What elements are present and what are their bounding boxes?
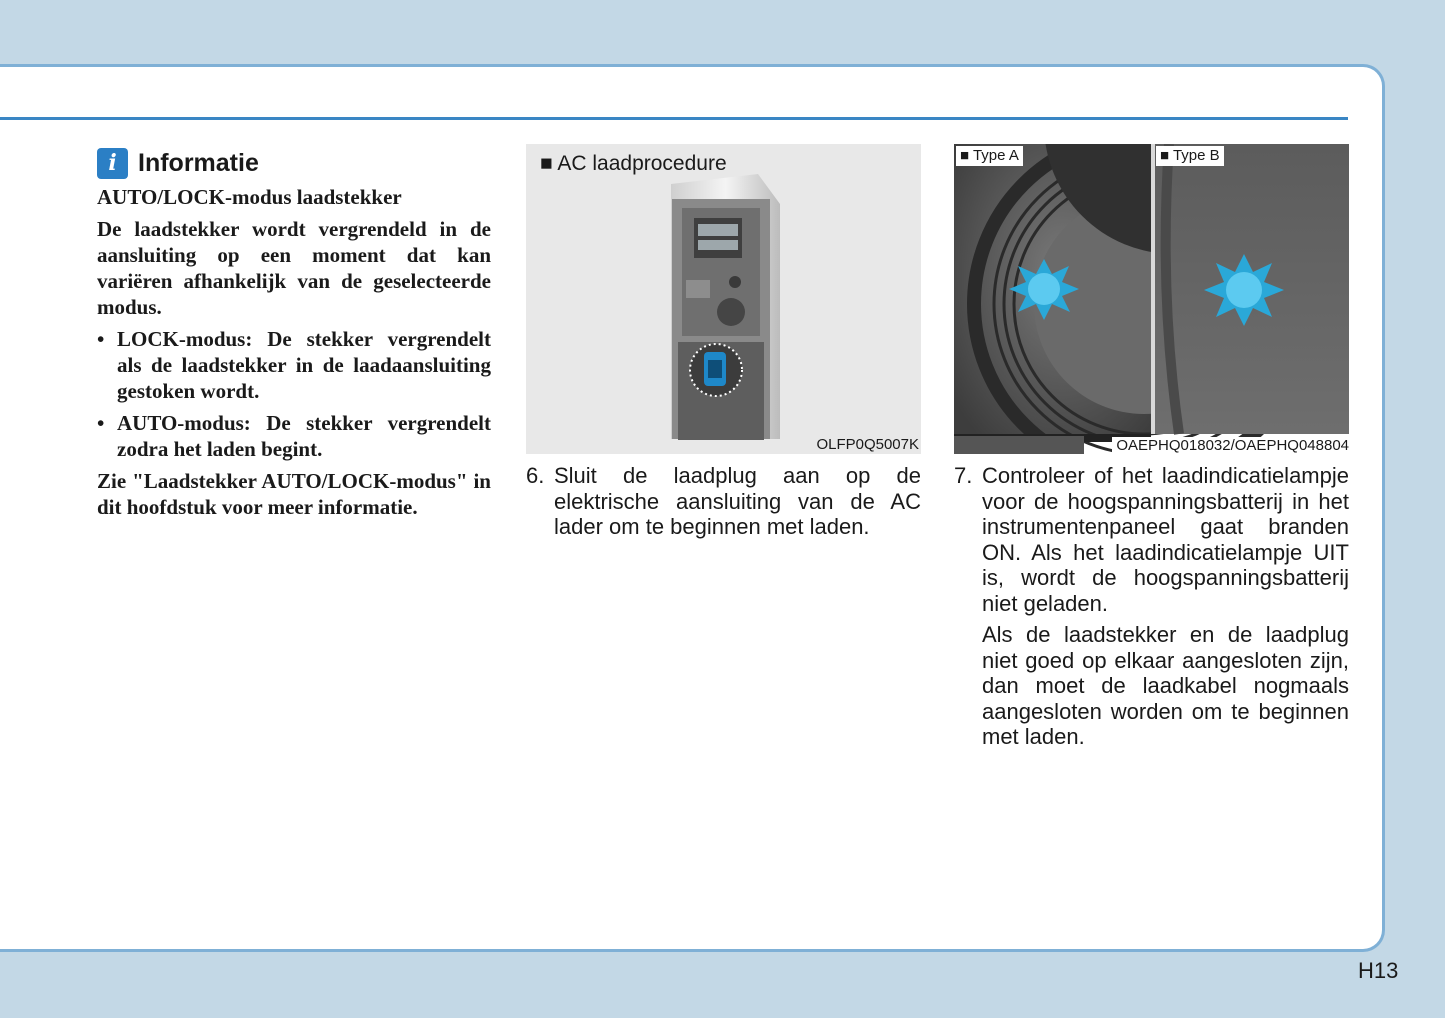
list-item <box>97 326 491 404</box>
ac-charger-illustration <box>526 144 921 454</box>
step-6 <box>526 463 921 546</box>
step-number: 7. <box>954 463 973 488</box>
info-title: Informatie <box>138 149 259 177</box>
info-section <box>97 146 491 526</box>
figure-code: OAEPHQ018032/OAEPHQ048804 <box>1112 437 1349 454</box>
step-7 <box>954 463 1349 756</box>
step-number: 6. <box>526 463 545 488</box>
step-text: Sluit de laadplug aan op de elektrische aansluiting van de AC lader om te beginnen met laden. <box>554 463 921 539</box>
info-intro: De laadstekker wordt vergrendeld in de aansluiting op een moment dat kan variëren afhankelijk van de geselecteerde modus. <box>97 217 491 319</box>
info-icon: i <box>97 148 128 179</box>
figure-code: OLFP0Q5007K <box>816 436 919 453</box>
bullet-text: LOCK-modus: De stekker vergrendelt als de laadstekker in de laadaansluiting gestoken wordt. <box>117 327 491 403</box>
indicator-figure <box>954 144 1349 454</box>
info-heading <box>97 146 491 180</box>
header-rule <box>0 117 1348 120</box>
type-b-label: ■ Type B <box>1156 146 1224 166</box>
bullet-text: AUTO-modus: De stekker vergrendelt zodra het laden begint. <box>117 411 491 461</box>
bullet-dot: • <box>97 327 105 351</box>
bullet-dot: • <box>97 411 105 435</box>
ac-charger-figure <box>526 144 921 454</box>
info-outro: Zie "Laadstekker AUTO/LOCK-modus" in dit hoofdstuk voor meer informatie. <box>97 469 491 519</box>
list-item <box>97 410 491 462</box>
step-text-note: Als de laadstekker en de laadplug niet goed op elkaar aangesloten zijn, dan moet de laadkabel nogmaals aangesloten worden om te beginnen met laden. <box>982 622 1349 749</box>
step-text: Controleer of het laadindicatielampje voor de hoogspanningsbatterij in het instrumentenpaneel gaat branden ON. Als het laadindicatielampje UIT is, wordt de hoogspanningsbatterij niet geladen. <box>982 463 1349 616</box>
indicator-illustration <box>954 144 1349 454</box>
info-subtitle: AUTO/LOCK-modus laadstekker <box>97 185 402 209</box>
page-number: H13 <box>1358 958 1399 983</box>
figure-caption: ■ AC laadprocedure <box>540 152 727 175</box>
type-a-label: ■ Type A <box>956 146 1023 166</box>
